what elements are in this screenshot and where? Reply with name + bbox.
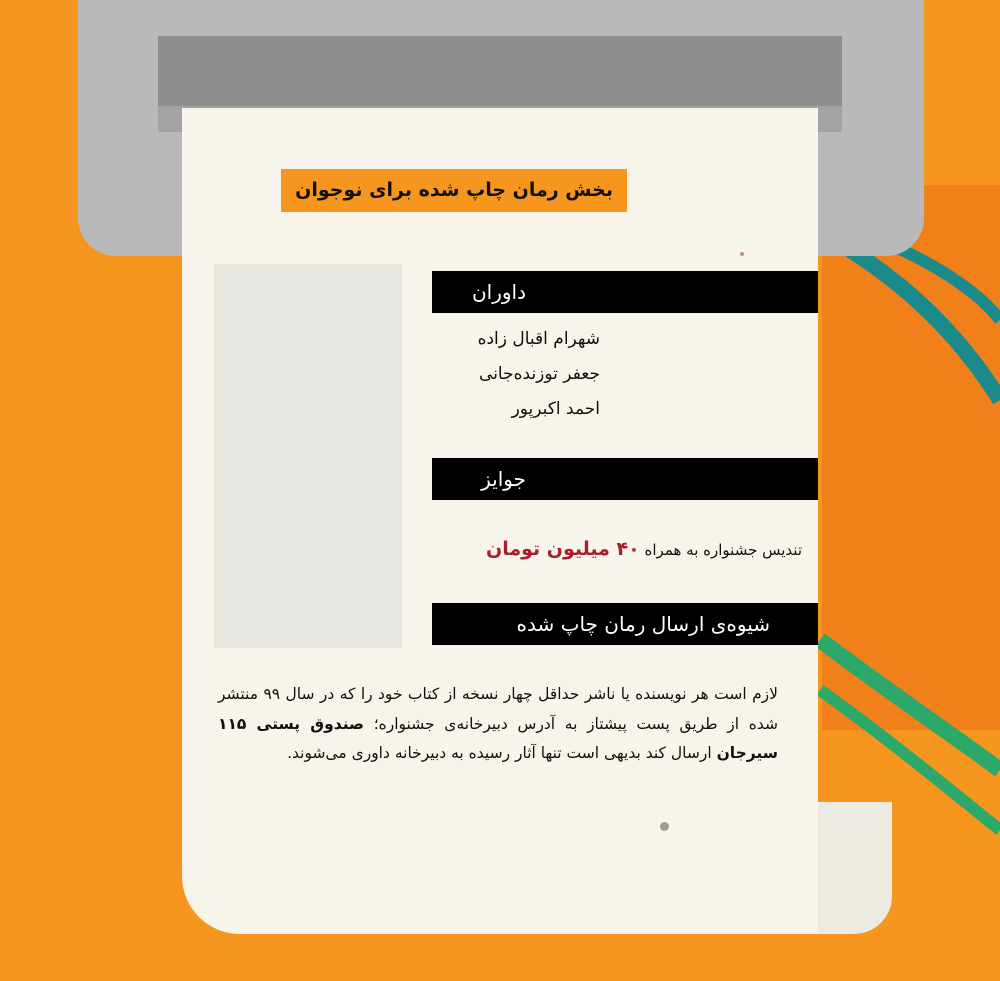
judge-name: شهرام اقبال زاده [477,329,600,349]
paper-curl [818,802,892,934]
submission-heading-bar [432,603,818,645]
section-title: بخش رمان چاپ شده برای نوجوان [281,169,627,212]
submission-instructions [218,680,778,769]
dark-orange-panel [822,185,1000,730]
prize-text: تندیس جشنواره به همراه [639,541,802,559]
prizes-heading-bar [432,458,818,500]
prize-amount: ۴۰ میلیون تومان [485,538,640,560]
judges-heading-bar [432,271,818,313]
submission-text-start: لازم است هر نویسنده یا ناشر حداقل چهار نسخه از کتاب خود را که در سال ۹۹ منتشر شده از طریق پست پیشتاز به آدرس دبیرخانه‌ی جشنواره؛ [218,685,778,733]
judges-list [478,322,600,427]
paper-speck [660,822,669,831]
submission-heading: شیوه‌ی ارسال رمان چاپ شده [516,612,770,636]
submission-text-end: ارسال کند بدیهی است تنها آثار رسیده به دبیرخانه داوری می‌شوند. [287,744,717,762]
judge-name: احمد اکبرپور [511,399,600,419]
photo-placeholder [214,264,402,648]
postal-address: صندوق پستی ۱۱۵ سیرجان [218,714,778,762]
paper-speck [740,252,744,256]
prizes-heading: جوایز [481,467,526,491]
prize-description [486,533,802,566]
judge-name: جعفر توزنده‌جانی [479,364,600,384]
printer-slot [158,36,842,106]
judges-heading: داوران [471,280,526,304]
